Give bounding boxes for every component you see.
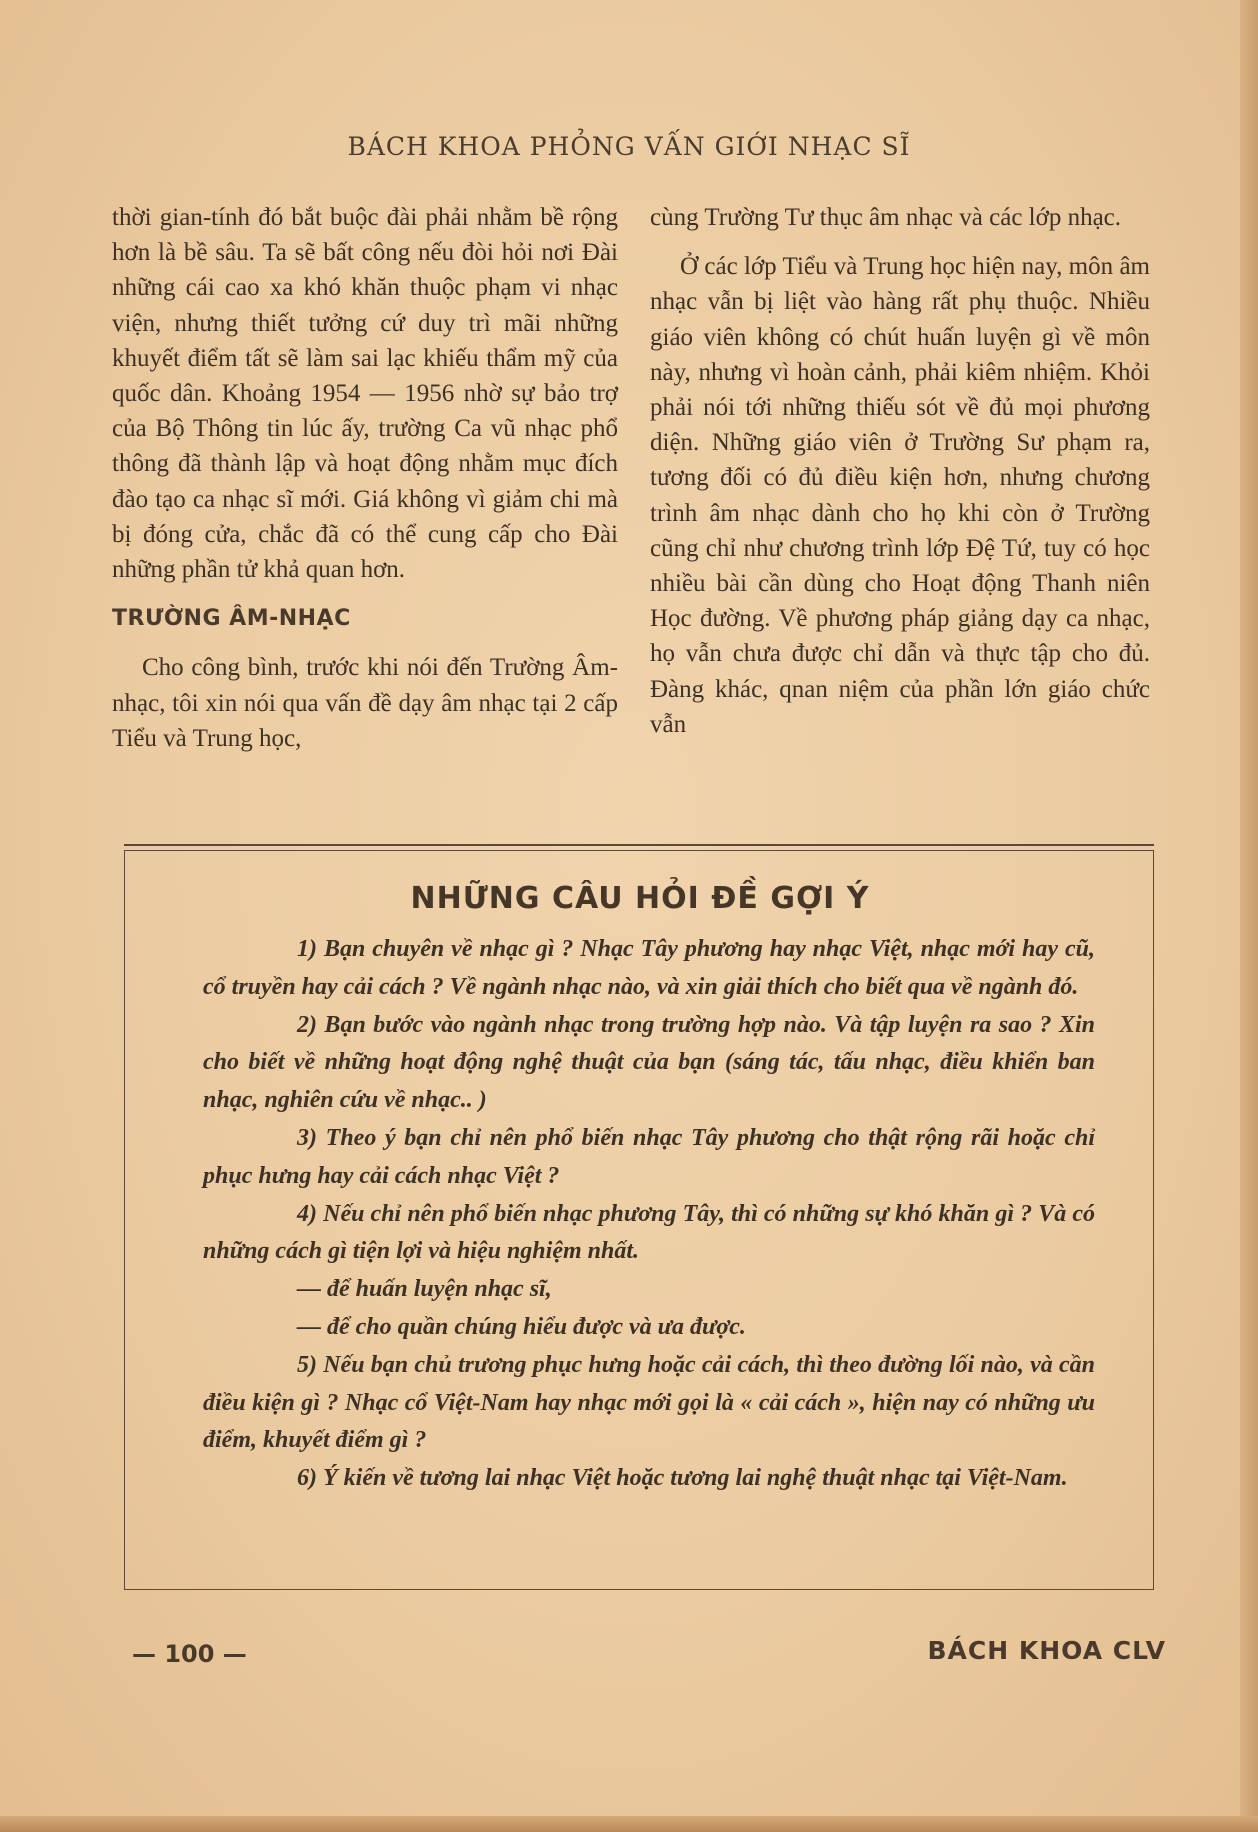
question-5: 5) Nếu bạn chủ trương phục hưng hoặc cải cách, thì theo đường lối nào, và cần điều kiện gì ? Nhạc cổ Việt-Nam hay nhạc mới gọi là « cải cách », hiện nay có những ưu điểm, khuyết điểm gì ? xyxy=(203,1351,1095,1454)
questions-box xyxy=(124,850,1154,1590)
divider xyxy=(124,844,1154,846)
left-column xyxy=(112,200,618,756)
questions-title: NHỮNG CÂU HỎI ĐỀ GỢI Ý xyxy=(410,881,870,916)
publication-name: BÁCH KHOA CLV xyxy=(927,1636,1166,1665)
questions-list xyxy=(203,931,1095,1498)
question-2: 2) Bạn bước vào ngành nhạc trong trường hợp nào. Và tập luyện ra sao ? Xin cho biết về những hoạt động nghệ thuật của bạn (sáng tác, tấu nhạc, điều khiển ban nhạc, nghiên cứu về nhạc.. ) xyxy=(203,1011,1095,1114)
question-3: 3) Theo ý bạn chỉ nên phổ biến nhạc Tây phương cho thật rộng rãi hoặc chỉ phục hưng hay cải cách nhạc Việt ? xyxy=(203,1124,1095,1189)
section-heading: TRƯỜNG ÂM-NHẠC xyxy=(112,606,351,632)
question-4: 4) Nếu chỉ nên phổ biến nhạc phương Tây, thì có những sự khó khăn gì ? Và có những cách gì tiện lợi và hiệu nghiệm nhất. xyxy=(203,1200,1095,1265)
question-1: 1) Bạn chuyên về nhạc gì ? Nhạc Tây phương hay nhạc Việt, nhạc mới hay cũ, cổ truyền hay cải cách ? Về ngành nhạc nào, và xin giải thích cho biết qua về ngành đó. xyxy=(203,936,1095,1000)
right-paragraph-1: cùng Trường Tư thục âm nhạc và các lớp nhạc. xyxy=(650,204,1122,231)
running-title: BÁCH KHOA PHỎNG VẤN GIỚI NHẠC SĨ xyxy=(347,132,911,161)
right-column xyxy=(650,200,1150,742)
page-number: — 100 — xyxy=(132,1640,247,1668)
page-edge xyxy=(1240,0,1258,1832)
question-4-item-1: — để huấn luyện nhạc sĩ, xyxy=(297,1276,552,1303)
question-4-item-2: — để cho quần chúng hiểu được và ưa được. xyxy=(297,1313,746,1340)
left-paragraph-1: thời gian-tính đó bắt buộc đài phải nhằm bề rộng hơn là bề sâu. Ta sẽ bất công nếu đòi hỏi nơi Đài những cái cao xa khó khăn thuộc phạm vi nhạc viện, nhưng thiết tưởng cứ duy trì mãi những khuyết điểm tất sẽ làm sai lạc khiếu thẩm mỹ của quốc dân. Khoảng 1954 — 1956 nhờ sự bảo trợ của Bộ Thông tin lúc ấy, trường Ca vũ nhạc phổ thông đã thành lập và hoạt động nhằm mục đích đào tạo ca nhạc sĩ mới. Giá không vì giảm chi mà bị đóng cửa, chắc đã có thể cung cấp cho Đài những phần tử khả quan hơn. xyxy=(112,204,618,584)
left-paragraph-2: Cho công bình, trước khi nói đến Trường Âm-nhạc, tôi xin nói qua vấn đề dạy âm nhạc tại 2 cấp Tiểu và Trung học, xyxy=(112,654,618,752)
page-bottom-edge xyxy=(0,1816,1258,1832)
question-6: 6) Ý kiến về tương lai nhạc Việt hoặc tương lai nghệ thuật nhạc tại Việt-Nam. xyxy=(297,1465,1068,1492)
right-paragraph-2: Ở các lớp Tiểu và Trung học hiện nay, môn âm nhạc vẫn bị liệt vào hàng rất phụ thuộc. Nhiều giáo viên không có chút huấn luyện gì về môn này, nhưng vì hoàn cảnh, phải kiêm nhiệm. Khỏi phải nói tới những thiếu sót về đủ mọi phương diện. Những giáo viên ở Trường Sư phạm ra, tương đối có đủ điều kiện hơn, nhưng chương trình âm nhạc dành cho họ khi còn ở Trường cũng chỉ như chương trình lớp Đệ Tứ, tuy có học nhiều bài cần dùng cho Hoạt động Thanh niên Học đường. Về phương pháp giảng dạy ca nhạc, họ vẫn chưa được chỉ dẫn và thực tập cho đủ. Đàng khác, qnan niệm của phần lớn giáo chức vẫn xyxy=(650,253,1150,738)
